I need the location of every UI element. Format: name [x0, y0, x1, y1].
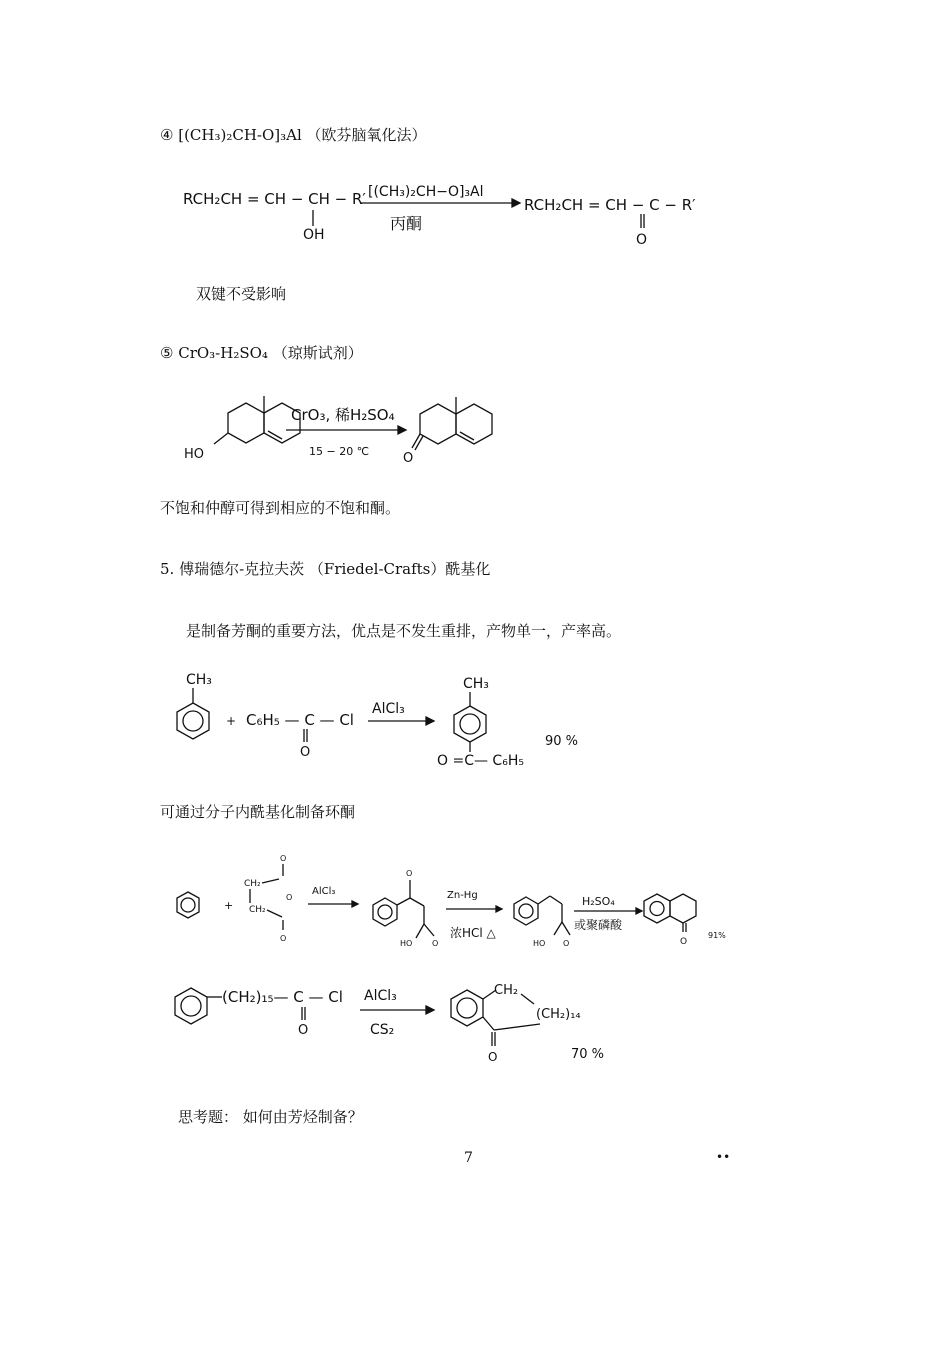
rxn2-reagent-top: CrO₃, 稀H₂SO₄: [291, 406, 395, 424]
rxn5-benzene: [175, 988, 207, 1024]
fc-title: 5. 傅瑞德尔-克拉夫茨 （Friedel-Crafts）酰基化: [160, 560, 491, 578]
rxn2-ring-left-a: [228, 403, 264, 443]
rxn4-ch2-top: CH₂: [244, 879, 261, 889]
rxn4-reagent1: AlCl₃: [312, 886, 336, 897]
rxn2-reagent-bottom: 15 − 20 ℃: [309, 445, 370, 458]
rxn5-yield: 70 %: [571, 1047, 605, 1062]
rxn4-int-o: O: [406, 869, 413, 878]
section-5-title: ⑤ CrO₃-H₂SO₄ （琼斯试剂）: [160, 344, 363, 362]
rxn3-product-sub: O =C— C₆H₅: [437, 753, 524, 769]
rxn4-benzene: [177, 892, 199, 918]
rxn2-ring-right-a: [420, 404, 456, 444]
rxn4-int-o2: O: [432, 939, 439, 948]
rxn1-reagent-top: [(CH₃)₂CH−O]₃Al: [368, 184, 484, 200]
rxn4-product-ring-b: [670, 894, 696, 923]
rxn4-reagent3-bottom: 或聚磷酸: [574, 918, 623, 932]
fc-intro: 是制备芳酮的重要方法，优点是不发生重排，产物单一，产率高。: [186, 622, 622, 640]
rxn1-product-o: O: [636, 232, 648, 248]
question: 思考题： 如何由芳烃制备？: [178, 1108, 363, 1126]
rxn1-reactant-oh: OH: [303, 227, 325, 243]
rxn4-o-bottom: O: [280, 934, 287, 943]
rxn5-chain: (CH₂)₁₅— C — Cl: [222, 988, 343, 1006]
rxn4-reagent2-bottom: 浓HCl △: [450, 926, 496, 940]
rxn2-ring-left-b: [264, 403, 300, 443]
rxn3-reagent: AlCl₃: [372, 701, 405, 717]
rxn3-benzene-ring: [183, 711, 203, 731]
section-4-note: 双键不受影响: [196, 285, 287, 303]
rxn5-product-benzene: [451, 990, 483, 1026]
corner-mark: ••: [716, 1150, 731, 1164]
rxn4-reagent2-top: Zn-Hg: [447, 890, 478, 901]
rxn4-int-ho: HO: [400, 939, 413, 948]
rxn5-reagent-bottom: CS₂: [370, 1022, 395, 1038]
rxn4-int2-ho: HO: [533, 939, 546, 948]
page-number: 7: [464, 1150, 473, 1166]
rxn5-ring-o: O: [488, 1050, 498, 1064]
rxn4-plus: +: [224, 899, 234, 912]
rxn3-acyl-o: O: [300, 745, 311, 760]
rxn1-reactant: RCH₂CH = CH − CH − R′: [183, 190, 366, 208]
rxn3-ch3: CH₃: [186, 672, 212, 688]
rxn3-benzene: [177, 703, 209, 739]
rxn5-ring-ch2: CH₂: [494, 983, 519, 998]
rxn2-product-o: O: [403, 451, 414, 466]
rxn5-chain-o: O: [298, 1023, 309, 1038]
rxn4-o-top: O: [280, 854, 287, 863]
rxn5-reagent-top: AlCl₃: [364, 988, 397, 1004]
rxn4-int-benzene: [373, 898, 397, 926]
rxn4-int2-o: O: [563, 939, 570, 948]
rxn4-ch2-bottom: CH₂: [249, 905, 266, 915]
rxn1-reagent-bottom: 丙酮: [390, 214, 423, 233]
rxn3-product-ch3: CH₃: [463, 676, 489, 692]
rxn4-int2-benzene: [514, 897, 538, 925]
rxn1-product: RCH₂CH = CH − C − R′: [524, 196, 696, 214]
rxn3-plus: +: [226, 714, 237, 728]
rxn4-product-ring-a: [644, 894, 670, 923]
rxn4-product-o: O: [680, 937, 688, 947]
fc-intramolecular: 可通过分子内酰基化制备环酮: [160, 803, 356, 821]
section-4-title: ④ [(CH₃)₂CH-O]₃Al （欧芬脑氧化法）: [160, 126, 427, 144]
rxn3-yield: 90 %: [545, 734, 579, 749]
rxn5-ring-chain: (CH₂)₁₄: [536, 1007, 581, 1022]
rxn2-ring-right-b: [456, 404, 492, 444]
rxn2-reactant-oh: HO: [184, 447, 205, 462]
rxn4-o-ring: O: [286, 893, 293, 902]
rxn4-reagent3-top: H₂SO₄: [582, 895, 615, 908]
section-5-note: 不饱和仲醇可得到相应的不饱和酮。: [160, 499, 401, 517]
rxn3-acyl: C₆H₅ — C — Cl: [246, 711, 354, 729]
rxn3-product-benzene: [454, 706, 486, 742]
rxn4-yield: 91%: [708, 931, 726, 940]
